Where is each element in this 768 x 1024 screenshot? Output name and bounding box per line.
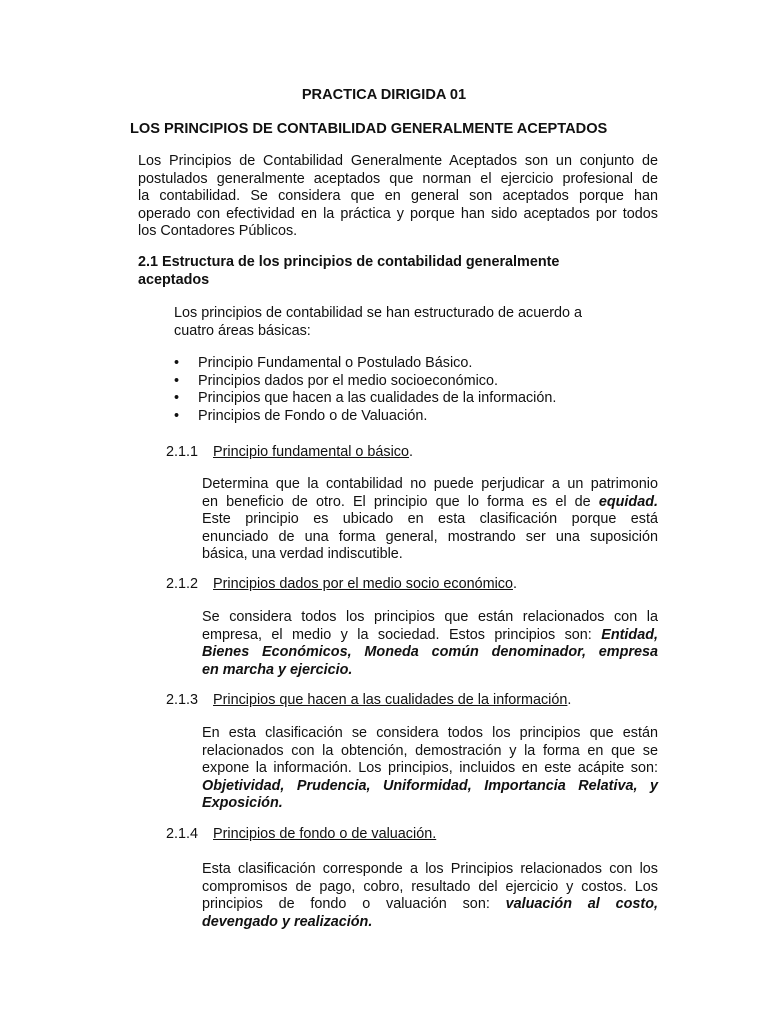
section-2-1-1-paragraph	[202, 476, 658, 564]
paragraph-line: relacionados con la obtención, demostración y la forma en que se	[202, 742, 658, 759]
list-item-label: Principios dados por el medio socioeconómico.	[198, 372, 498, 389]
section-number: 2.1.4	[166, 826, 199, 842]
section-heading-2-1-4	[166, 826, 436, 843]
list-item-label: Principios que hacen a las cualidades de la información.	[198, 390, 557, 407]
paragraph-emphasis: valuación al costo,	[505, 896, 658, 913]
intro-line: operado con efectividad en la práctica y porque han sido aceptados por todos	[138, 205, 658, 222]
section-heading-2-1-1	[166, 444, 413, 461]
paragraph-line: En esta clasificación se considera todos los principios que están	[202, 725, 658, 741]
section-heading-line: aceptados	[138, 271, 210, 288]
page-title: PRACTICA DIRIGIDA 01	[301, 87, 467, 103]
list-item-label: Principio Fundamental o Postulado Básico.	[198, 355, 473, 371]
section-title: Principios que hacen a las cualidades de la información	[213, 692, 568, 708]
section-title-suffix: .	[567, 692, 572, 708]
section-title: Principios de fondo o de valuación.	[213, 826, 437, 842]
section-2-1-4-paragraph	[202, 861, 658, 931]
intro-line: los Contadores Públicos.	[138, 223, 298, 240]
paragraph-line: compromisos de pago, cobro, resultado del ejercicio y costos. Los	[202, 878, 658, 895]
paragraph-line: devengado y realización.	[202, 913, 373, 930]
section-2-1-2-paragraph	[202, 609, 658, 679]
section-number: 2.1.1	[166, 444, 199, 460]
paragraph-emphasis: Entidad,	[601, 626, 658, 643]
paragraph-line	[202, 494, 658, 512]
paragraph-text: principios de fondo o valuación son:	[202, 896, 506, 913]
section-number: 2.1.3	[166, 692, 199, 708]
intro-paragraph	[138, 153, 658, 241]
bullet-icon: •	[174, 390, 180, 407]
intro-line: postulados generalmente aceptados que norman el ejercicio profesional de	[138, 170, 658, 187]
bullet-icon: •	[174, 407, 180, 424]
paragraph-text: en beneficio de otro. El principio que lo forma es el de	[202, 493, 599, 510]
paragraph-emphasis: equidad.	[598, 493, 658, 510]
paragraph-line: Determina que la contabilidad no puede perjudicar a un patrimonio	[202, 476, 658, 492]
section-number: 2.1.2	[166, 576, 199, 592]
paragraph-line: Bienes Económicos, Moneda común denominador, empresa	[202, 644, 658, 661]
paragraph-line: básica, una verdad indiscutible.	[202, 546, 403, 563]
intro-line: la contabilidad. Se considera que en general son aceptados porque han	[138, 188, 658, 205]
paragraph-line: Los principios de contabilidad se han estructurado de acuerdo a	[174, 305, 583, 321]
bullet-icon: •	[174, 355, 180, 371]
section-title-suffix: .	[409, 444, 413, 460]
list-item	[174, 373, 556, 391]
paragraph-line: Exposición.	[202, 795, 283, 812]
section-heading-2-1-3	[166, 692, 571, 709]
paragraph-text: empresa, el medio y la sociedad. Estos principios son:	[202, 626, 602, 643]
paragraph-line	[202, 627, 658, 645]
list-item-label: Principios de Fondo o de Valuación.	[198, 407, 428, 424]
paragraph-line: enunciado de una forma general, mostrando ser una suposición	[202, 528, 658, 545]
paragraph-line: Objetividad, Prudencia, Uniformidad, Importancia Relativa, y	[202, 777, 658, 794]
paragraph-line	[202, 896, 658, 914]
areas-bullet-list	[174, 355, 556, 425]
paragraph-line: cuatro áreas básicas:	[174, 322, 311, 339]
list-item	[174, 355, 556, 373]
section-title: Principio fundamental o básico	[213, 444, 409, 460]
section-heading-line: 2.1 Estructura de los principios de contabilidad generalmente	[138, 254, 560, 270]
section-title-suffix: .	[512, 576, 517, 592]
section-heading-2-1	[138, 254, 658, 289]
paragraph-line: Este principio es ubicado en esta clasificación porque está	[202, 511, 658, 528]
paragraph-line: Se considera todos los principios que están relacionados con la	[202, 609, 658, 625]
bullet-icon: •	[174, 372, 180, 389]
section-title: Principios dados por el medio socio económico	[213, 576, 513, 592]
paragraph-line: Esta clasificación corresponde a los Principios relacionados con los	[202, 861, 658, 877]
intro-line: Los Principios de Contabilidad Generalmente Aceptados son un conjunto de	[138, 153, 658, 169]
paragraph-line: en marcha y ejercicio.	[202, 661, 353, 678]
list-item	[174, 390, 556, 408]
section-heading-2-1-2	[166, 576, 517, 593]
document-subtitle: LOS PRINCIPIOS DE CONTABILIDAD GENERALMENTE ACEPTADOS	[130, 121, 608, 137]
list-item	[174, 408, 556, 426]
paragraph-line: expone la información. Los principios, incluidos en este acápite son:	[202, 760, 658, 777]
section-2-1-text	[174, 305, 654, 340]
section-2-1-3-paragraph	[202, 725, 658, 813]
